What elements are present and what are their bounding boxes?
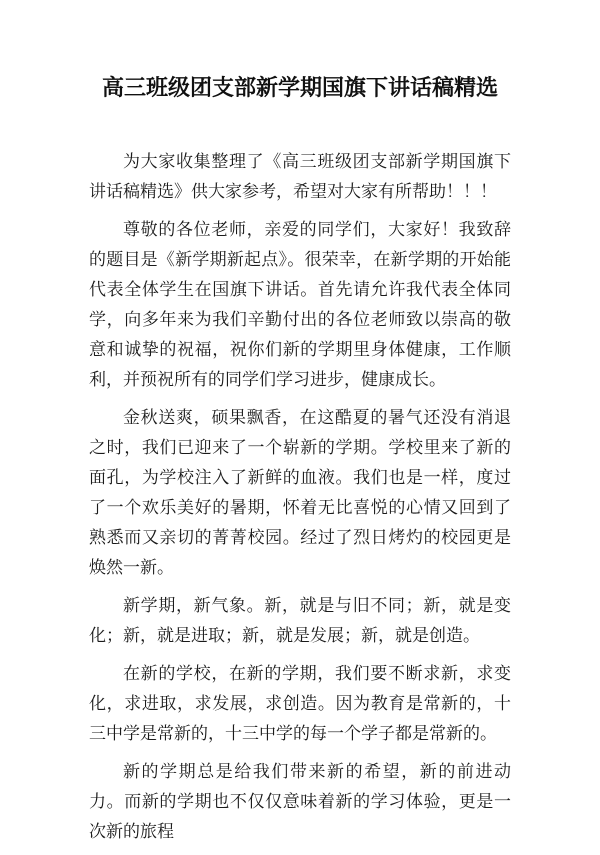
paragraph-greeting: 尊敬的各位老师，亲爱的同学们，大家好！我致辞的题目是《新学期新起点》。很荣幸，在新学期的开始能代表全体学生在国旗下讲话。首先请允许我代表全体同学，向多年来为我们辛勤付出的各位老师致以崇高的敬意和诚挚的祝福，祝你们新的学期里身体健康，工作顺利，并预祝所有的同学们学习进步，健康成长。: [89, 220, 511, 390]
paragraph-new-hope: 新的学期总是给我们带来新的希望，新的前进动力。而新的学期也不仅仅意味着新的学习体验，更是一次新的旅程: [89, 762, 511, 842]
paragraph-new-school: 在新的学校，在新的学期，我们要不断求新，求变化，求进取，求发展，求创造。因为教育是常新的，十三中学是常新的，十三中学的每一个学子都是常新的。: [89, 664, 511, 744]
paragraph-new-semester: 新学期，新气象。新，就是与旧不同；新，就是变化；新，就是进取；新，就是发展；新，就是创造。: [89, 596, 511, 646]
paragraph-autumn: 金秋送爽，硕果飘香，在这酷夏的暑气还没有消退之时，我们已迎来了一个崭新的学期。学校里来了新的面孔，为学校注入了新鲜的血液。我们也是一样，度过了一个欢乐美好的暑期，怀着无比喜悦的心情又回到了熟悉而又亲切的菁菁校园。经过了烈日烤灼的校园更是焕然一新。: [89, 408, 511, 578]
document-title: 高三班级团支部新学期国旗下讲话稿精选: [101, 76, 498, 101]
paragraph-intro: 为大家收集整理了《高三班级团支部新学期国旗下讲话稿精选》供大家参考，希望对大家有所帮助！！！: [89, 152, 511, 202]
document-body: [89, 147, 511, 855]
